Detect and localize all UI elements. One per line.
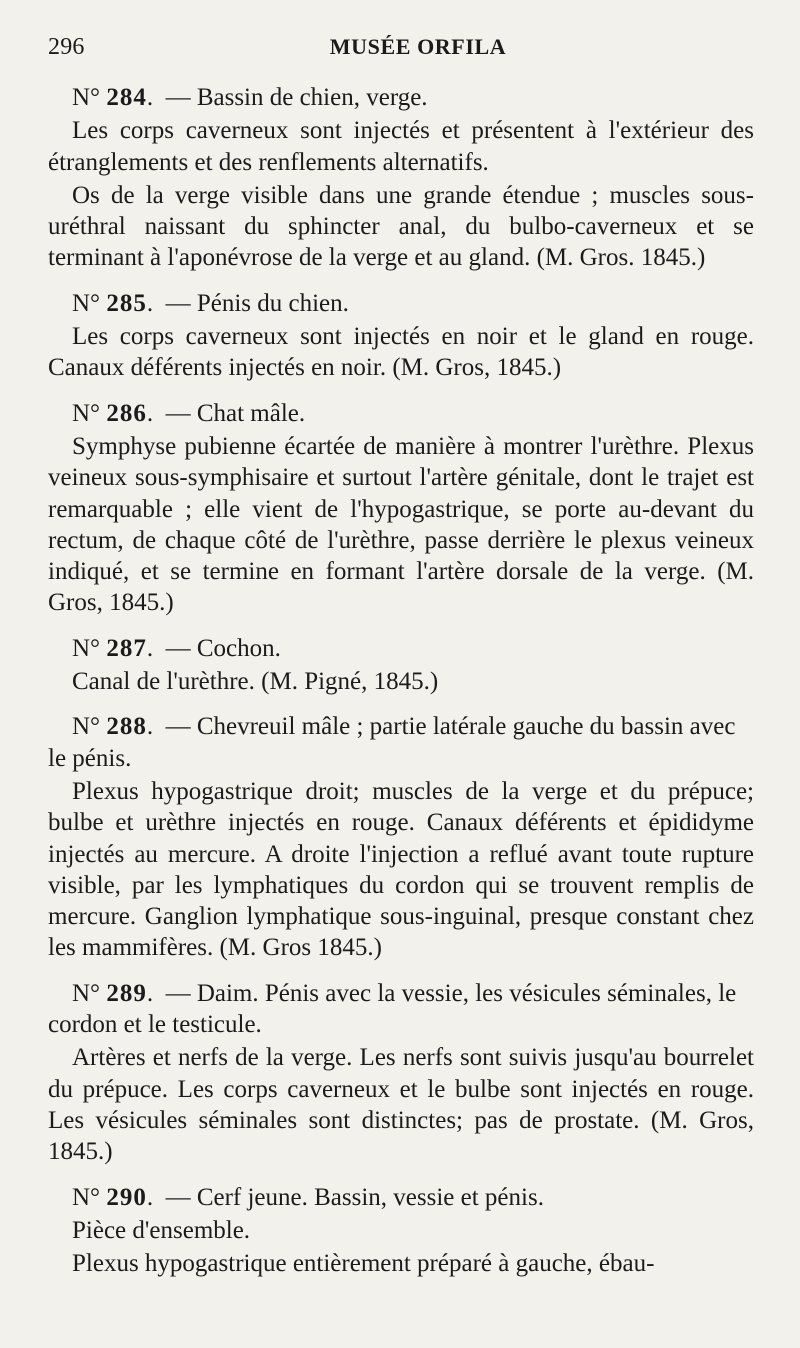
entry-number: 284	[106, 84, 147, 111]
entry-heading	[48, 288, 754, 319]
entry-287	[48, 633, 754, 698]
entry-paragraph: Symphyse pubienne écartée de manière à montrer l'urèthre. Plexus veineux sous-symphisaire et surtout l'artère génitale, dont le trajet est remarquable ; elle vient de l'hypogastrique, se porte au-devant du rectum, de chaque côté de l'urèthre, passe derrière le plexus veineux indiqué, et se termine en formant l'artère dorsale de la verge. (M. Gros, 1845.)	[48, 432, 754, 617]
number-separator: .	[146, 1183, 166, 1211]
entry-paragraph: Les corps caverneux sont injectés en noir et le gland en rouge. Canaux déférents injectés en noir. (M. Gros, 1845.)	[48, 323, 754, 382]
number-prefix: N°	[72, 634, 101, 662]
entry-number: 287	[106, 634, 147, 662]
entry-heading	[48, 711, 754, 774]
number-separator: .	[146, 979, 166, 1007]
number-separator: .	[146, 713, 166, 741]
entry-paragraph: Les corps caverneux sont injectés et présentent à l'extérieur des étranglements et des renflements alternatifs.	[48, 117, 754, 176]
entry-number: 290	[106, 1183, 147, 1211]
entry-paragraph: Artères et nerfs de la verge. Les nerfs sont suivis jusqu'au bourrelet du prépuce. Les corps caverneux et le bulbe sont injectés en rouge. Les vésicules séminales sont distinctes; pas de prostate. (M. Gros, 1845.)	[48, 1044, 754, 1166]
number-separator: .	[146, 634, 166, 662]
number-separator: .	[146, 399, 166, 427]
entry-title: — Cochon.	[165, 634, 281, 662]
number-prefix: N°	[72, 289, 101, 317]
entry-number: 288	[106, 713, 147, 741]
page-body	[48, 82, 754, 1293]
entry-title: — Daim. Pénis avec la vessie, les vésicules séminales, le cordon et le testicule.	[48, 979, 737, 1039]
entry-number: 289	[106, 979, 147, 1007]
entry-290	[48, 1182, 754, 1280]
entry-heading	[48, 978, 754, 1041]
entry-title: — Chevreuil mâle ; partie latérale gauche du bassin avec le pénis.	[48, 713, 736, 772]
entry-288	[48, 711, 754, 963]
entry-285	[48, 288, 754, 384]
number-separator: .	[146, 289, 166, 317]
entry-286	[48, 398, 754, 619]
entry-289	[48, 978, 754, 1168]
entry-heading	[48, 398, 754, 429]
number-separator: .	[146, 84, 166, 111]
page-number: 296	[48, 34, 85, 60]
entry-paragraph: Pièce d'ensemble.	[72, 1216, 251, 1244]
entry-paragraph: Plexus hypogastrique droit; muscles de la verge et du prépuce; bulbe et urèthre injectés en rouge. Canaux déférents et épididyme injectés au mercure. A droite l'injection a reflué avant toute rupture visible, par les lymphatiques du cordon qui se trouvent remplis de mercure. Ganglion lymphatique sous-inguinal, presque constant chez les mammifères. (M. Gros 1845.)	[48, 777, 754, 962]
running-title: MUSÉE ORFILA	[329, 34, 507, 59]
entry-heading	[48, 82, 754, 113]
number-prefix: N°	[72, 1183, 101, 1211]
entry-paragraph: Os de la verge visible dans une grande étendue ; muscles sous-uréthral naissant du sphincter anal, du bulbo-caverneux et se terminant à l'aponévrose de la verge et au gland. (M. Gros. 1845.)	[48, 181, 754, 272]
entry-number: 285	[106, 289, 147, 317]
number-prefix: N°	[72, 979, 101, 1007]
entry-heading	[48, 633, 754, 664]
number-prefix: N°	[72, 84, 101, 111]
entry-title: — Cerf jeune. Bassin, vessie et pénis.	[165, 1183, 544, 1211]
page-header	[48, 34, 752, 66]
number-prefix: N°	[72, 399, 101, 427]
entry-paragraph: Plexus hypogastrique entièrement préparé à gauche, ébau-	[72, 1250, 655, 1278]
entry-heading	[48, 1182, 754, 1213]
entry-title: — Chat mâle.	[165, 399, 306, 427]
number-prefix: N°	[72, 713, 101, 741]
entry-number: 286	[106, 399, 147, 427]
entry-paragraph: Canal de l'urèthre. (M. Pigné, 1845.)	[72, 668, 439, 696]
entry-284	[48, 82, 754, 274]
entry-title: — Bassin de chien, verge.	[165, 84, 428, 111]
entry-title: — Pénis du chien.	[165, 289, 349, 317]
